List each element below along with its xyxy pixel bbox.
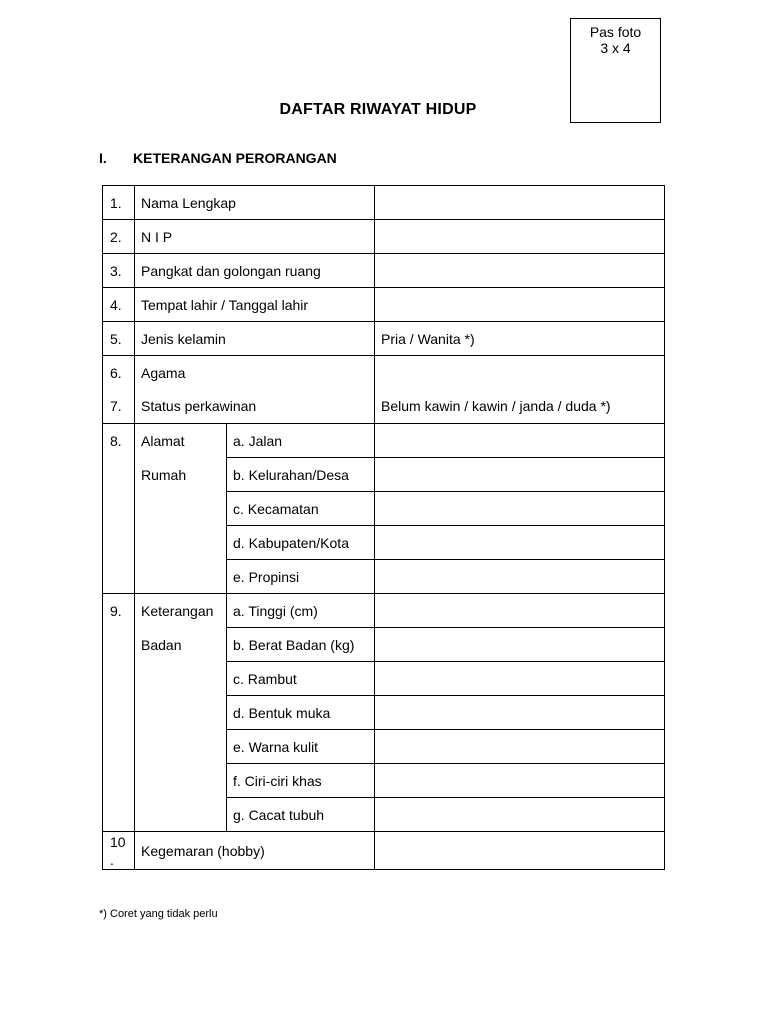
value-field-cacat-tubuh[interactable] [375, 798, 665, 832]
sub-label: c. Rambut [227, 662, 375, 696]
row-group-label-line1: Keterangan [135, 594, 227, 628]
photo-label-line1: Pas foto [589, 24, 642, 40]
value-field-kegemaran[interactable] [375, 832, 665, 870]
row-group-label-line1: Alamat [135, 424, 227, 458]
value-field-status-perkawinan[interactable]: Belum kawin / kawin / janda / duda *) [375, 390, 665, 424]
value-field-berat-badan[interactable] [375, 628, 665, 662]
table-row [103, 390, 665, 424]
table-row [103, 560, 665, 594]
value-field-kelurahan[interactable] [375, 458, 665, 492]
table-row [103, 186, 665, 220]
row-label: Agama [135, 356, 375, 390]
table-row [103, 356, 665, 390]
row-number: 9. [103, 594, 135, 628]
table-row [103, 220, 665, 254]
value-field-warna-kulit[interactable] [375, 730, 665, 764]
value-field-nama-lengkap[interactable] [375, 186, 665, 220]
sub-label: b. Berat Badan (kg) [227, 628, 375, 662]
table-row [103, 764, 665, 798]
row-label: Status perkawinan [135, 390, 375, 424]
value-field-tempat-tanggal-lahir[interactable] [375, 288, 665, 322]
row-label: Pangkat dan golongan ruang [135, 254, 375, 288]
table-row [103, 594, 665, 628]
row-number-line2: . [110, 852, 114, 868]
value-field-nip[interactable] [375, 220, 665, 254]
row-group-label-line2: Rumah [135, 458, 227, 492]
row-number: 3. [103, 254, 135, 288]
value-field-kecamatan[interactable] [375, 492, 665, 526]
row-label: Tempat lahir / Tanggal lahir [135, 288, 375, 322]
table-row [103, 288, 665, 322]
value-field-tinggi[interactable] [375, 594, 665, 628]
table-row [103, 696, 665, 730]
table-row [103, 254, 665, 288]
row-number: 4. [103, 288, 135, 322]
value-field-jenis-kelamin[interactable]: Pria / Wanita *) [375, 322, 665, 356]
value-field-jalan[interactable] [375, 424, 665, 458]
photo-label-line2: 3 x 4 [600, 40, 631, 56]
sub-label: g. Cacat tubuh [227, 798, 375, 832]
section-label: KETERANGAN PERORANGAN [133, 150, 337, 166]
row-number: 6. [103, 356, 135, 390]
table-row [103, 628, 665, 662]
table-row [103, 832, 665, 870]
table-row [103, 322, 665, 356]
value-field-propinsi[interactable] [375, 560, 665, 594]
section-heading [99, 150, 337, 166]
sub-label: c. Kecamatan [227, 492, 375, 526]
section-number: I. [99, 150, 107, 166]
table-row [103, 526, 665, 560]
sub-label: f. Ciri-ciri khas [227, 764, 375, 798]
table-row [103, 798, 665, 832]
sub-label: d. Bentuk muka [227, 696, 375, 730]
sub-label: a. Jalan [227, 424, 375, 458]
row-number: 1. [103, 186, 135, 220]
footnote: *) Coret yang tidak perlu [99, 908, 218, 920]
row-number: 7. [103, 390, 135, 424]
row-label: Kegemaran (hobby) [135, 832, 375, 870]
value-field-pangkat[interactable] [375, 254, 665, 288]
value-field-ciri-khas[interactable] [375, 764, 665, 798]
table-row [103, 662, 665, 696]
sub-label: d. Kabupaten/Kota [227, 526, 375, 560]
row-number: 2. [103, 220, 135, 254]
table-row [103, 730, 665, 764]
row-number [103, 832, 135, 870]
table-row [103, 492, 665, 526]
row-number: 5. [103, 322, 135, 356]
value-field-agama[interactable] [375, 356, 665, 390]
row-number: 8. [103, 424, 135, 458]
row-label: Jenis kelamin [135, 322, 375, 356]
sub-label: e. Propinsi [227, 560, 375, 594]
row-label: N I P [135, 220, 375, 254]
sub-label: b. Kelurahan/Desa [227, 458, 375, 492]
value-field-bentuk-muka[interactable] [375, 696, 665, 730]
table-row [103, 424, 665, 458]
value-field-kabupaten[interactable] [375, 526, 665, 560]
sub-label: a. Tinggi (cm) [227, 594, 375, 628]
document-title: DAFTAR RIWAYAT HIDUP [279, 101, 477, 118]
sub-label: e. Warna kulit [227, 730, 375, 764]
biodata-form-table [102, 185, 665, 870]
row-label: Nama Lengkap [135, 186, 375, 220]
row-group-label-line2: Badan [135, 628, 227, 662]
row-number-line1: 10 [110, 834, 126, 850]
table-row [103, 458, 665, 492]
value-field-rambut[interactable] [375, 662, 665, 696]
